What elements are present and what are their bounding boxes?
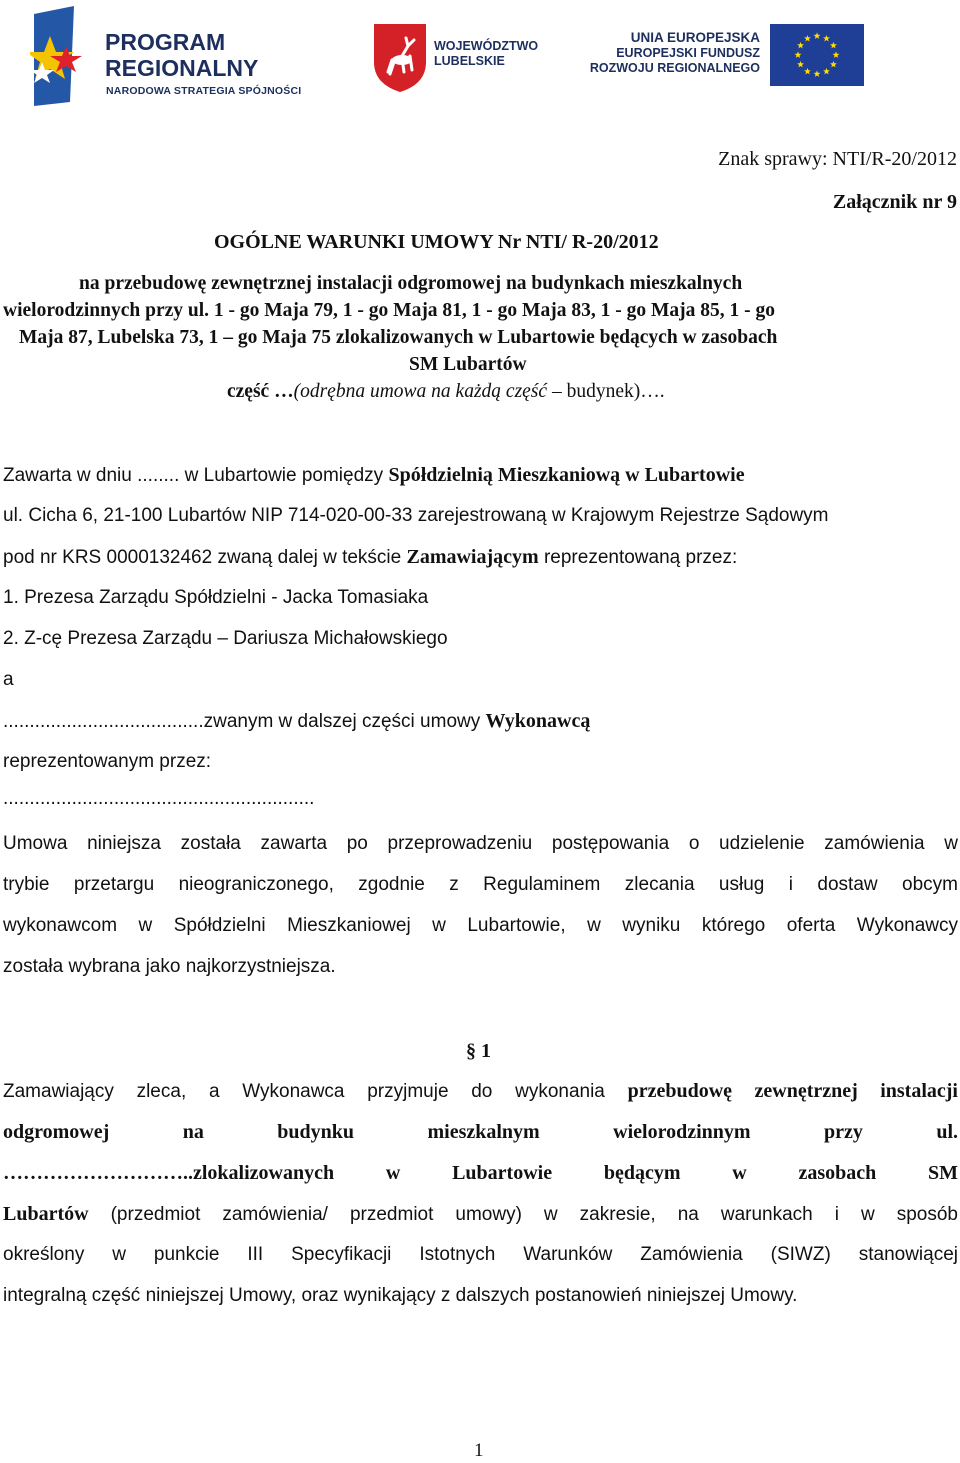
representative-1: 1. Prezesa Zarządu Spółdzielni - Jacka Tomasiaka	[3, 587, 429, 608]
part-note: (odrębna umowa na każdą część	[293, 381, 548, 402]
section-1-intro-text: Zamawiający zleca, a Wykonawca przyjmuje do wykonania	[3, 1081, 628, 1102]
section-1-heading: § 1	[466, 1040, 491, 1062]
lubelskie-logo-line1: WOJEWÓDZTWO	[434, 39, 539, 53]
conjunction-a: a	[3, 669, 14, 690]
program-logo-line2: REGIONALNY	[105, 55, 259, 81]
parties-line-1	[3, 463, 745, 488]
section-1-line-4	[3, 1202, 958, 1227]
ue-logo-line1: UNIA EUROPEJSKA	[630, 30, 760, 45]
section-1-scope-text: (przedmiot zamówienia/ przedmiot umowy) w zakresie, na warunkach i w sposób	[88, 1204, 958, 1225]
contractor-line	[3, 709, 590, 734]
section-1-line-1	[3, 1079, 958, 1104]
section-1-subject-bold: przebudowę zewnętrznej instalacji	[627, 1080, 958, 1102]
contractor-placeholder: ......................................zwanym w dalszej części umowy	[3, 711, 486, 732]
lubelskie-logo-line2: LUBELSKIE	[434, 54, 505, 68]
part-line	[227, 380, 665, 404]
section-1-line-6: integralną część niniejszej Umowy, oraz wynikający z dalszych postanowień niniejszej Umowy.	[3, 1285, 798, 1306]
program-logo-line1: PROGRAM	[105, 29, 226, 55]
intro-line-4: została wybrana jako najkorzystniejsza.	[3, 956, 336, 977]
parties-line-2: ul. Cicha 6, 21-100 Lubartów NIP 714-020-00-33 zarejestrowaną w Krajowym Rejestrze Sądowym	[3, 505, 829, 526]
subject-line-1: na przebudowę zewnętrznej instalacji odgromowej na budynkach mieszkalnych	[79, 273, 743, 294]
star-emblem-icon	[30, 6, 84, 106]
section-1-city-bold: Lubartów	[3, 1203, 89, 1225]
represented-by-text: reprezentowaną przez:	[538, 547, 738, 568]
contractor-represented-by: reprezentowanym przez:	[3, 751, 212, 772]
unia-europejska-logo	[588, 24, 868, 88]
program-logo-subtitle: NARODOWA STRATEGIA SPÓJNOŚCI	[106, 85, 302, 97]
contractor-representative-placeholder: ...........................................................	[3, 788, 315, 809]
case-number: Znak sprawy: NTI/R-20/2012	[718, 148, 957, 170]
part-suffix: – budynek)….	[547, 381, 665, 402]
section-1-location: ………………………..zlokalizowanych w Lubartowie będącym w zasobach SM	[3, 1162, 958, 1184]
section-1-line-5: określony w punkcie III Specyfikacji Istotnych Warunków Zamówienia (SIWZ) stanowiącej	[3, 1244, 958, 1265]
wojewodztwo-lubelskie-logo	[372, 22, 552, 92]
program-regionalny-logo	[30, 6, 330, 106]
krs-text: pod nr KRS 0000132462 zwaną dalej w tekście	[3, 547, 407, 568]
section-1-line-3	[3, 1161, 958, 1185]
cooperative-name: Spółdzielnią Mieszkaniową w Lubartowie	[388, 464, 745, 486]
parties-line-3	[3, 545, 737, 570]
subject-line-3: Maja 87, Lubelska 73, 1 – go Maja 75 zlokalizowanych w Lubartowie będących w zasobach	[19, 327, 778, 348]
subject-line-2: wielorodzinnych przy ul. 1 - go Maja 79, 1 - go Maja 81, 1 - go Maja 83, 1 - go Maja 85, 1 - go	[3, 300, 775, 321]
ue-logo-line2: EUROPEJSKI FUNDUSZ	[616, 46, 760, 60]
ue-logo-line3: ROZWOJU REGIONALNEGO	[589, 61, 760, 75]
contractor-label: Wykonawcą	[485, 710, 591, 732]
intro-line-1: Umowa niniejsza została zawarta po przeprowadzeniu postępowania o udzielenie zamówienia w	[3, 833, 958, 854]
intro-line-3: wykonawcom w Spółdzielni Mieszkaniowej w Lubartowie, w wyniku którego oferta Wykonawcy	[3, 915, 958, 936]
attachment-label: Załącznik nr 9	[832, 191, 957, 213]
orderer-label: Zamawiającym	[406, 546, 539, 568]
intro-line-2: trybie przetargu nieograniczonego, zgodnie z Regulaminem zlecania usług i dostaw obcym	[3, 874, 958, 895]
part-label: część …	[227, 381, 294, 402]
section-1-line-2	[3, 1120, 958, 1144]
contract-date-text: Zawarta w dniu ........ w Lubartowie pomiędzy	[3, 465, 389, 486]
document-title: OGÓLNE WARUNKI UMOWY Nr NTI/ R-20/2012	[214, 231, 659, 253]
page-number: 1	[474, 1440, 484, 1461]
section-1-subject-cont: odgromowej na budynku mieszkalnym wielorodzinnym przy ul.	[3, 1121, 958, 1143]
eu-flag-icon	[770, 24, 864, 86]
deer-shield-icon	[372, 22, 428, 92]
subject-line-4: SM Lubartów	[409, 354, 527, 375]
representative-2: 2. Z-cę Prezesa Zarządu – Dariusza Michałowskiego	[3, 628, 448, 649]
